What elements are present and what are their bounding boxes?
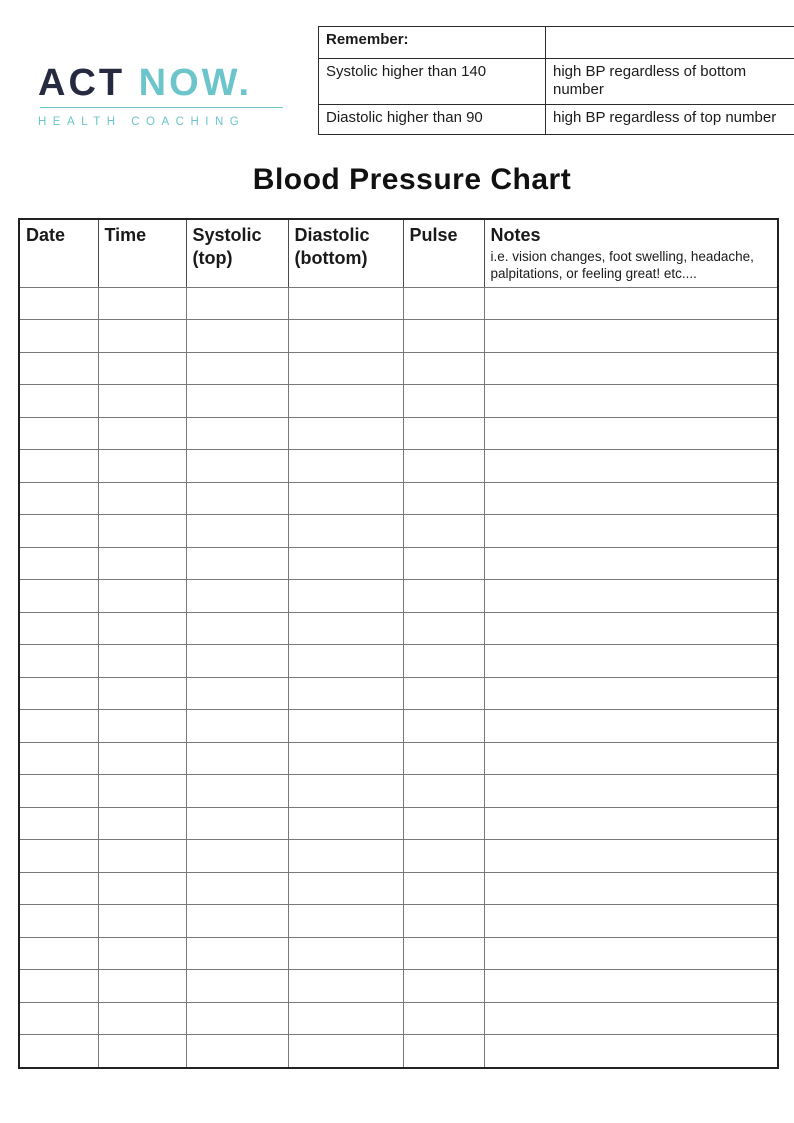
table-cell: [98, 385, 186, 418]
table-row: [19, 677, 778, 710]
table-cell: [484, 417, 778, 450]
condition-cell: Diastolic higher than 90: [319, 105, 546, 135]
table-cell: [98, 320, 186, 353]
header-notes: [484, 219, 778, 287]
table-cell: [186, 710, 288, 743]
table-cell: [186, 580, 288, 613]
table-cell: [98, 515, 186, 548]
table-cell: [403, 775, 484, 808]
table-cell: [288, 580, 403, 613]
table-cell: [484, 547, 778, 580]
table-cell: [19, 1035, 98, 1068]
table-cell: [98, 775, 186, 808]
table-cell: [403, 840, 484, 873]
table-cell: [186, 417, 288, 450]
logo-wordmark: [38, 62, 284, 104]
table-cell: [186, 612, 288, 645]
table-cell: [403, 1035, 484, 1068]
table-cell: [186, 840, 288, 873]
table-cell: [186, 482, 288, 515]
table-cell: [19, 450, 98, 483]
table-row: [19, 937, 778, 970]
reminder-title: Remember:: [319, 27, 546, 59]
header-label: Pulse: [409, 225, 458, 245]
table-cell: [186, 450, 288, 483]
table-cell: [186, 547, 288, 580]
table-cell: [484, 742, 778, 775]
table-cell: [288, 937, 403, 970]
table-cell: [484, 905, 778, 938]
table-cell: [98, 905, 186, 938]
table-row: [19, 515, 778, 548]
logo: [38, 62, 284, 128]
table-cell: [288, 1002, 403, 1035]
table-cell: [288, 742, 403, 775]
table-cell: [186, 1035, 288, 1068]
table-cell: [98, 482, 186, 515]
table-row: [19, 580, 778, 613]
table-cell: [403, 450, 484, 483]
table-cell: [186, 937, 288, 970]
table-row: [19, 320, 778, 353]
table-cell: [288, 450, 403, 483]
table-cell: [19, 287, 98, 320]
table-cell: [288, 710, 403, 743]
table-row: [19, 742, 778, 775]
table-cell: [484, 385, 778, 418]
table-cell: [288, 775, 403, 808]
table-row: [19, 287, 778, 320]
logo-act-text: ACT: [38, 62, 126, 104]
table-cell: [186, 1002, 288, 1035]
header-pulse: [403, 219, 484, 287]
meaning-cell: high BP regardless of top number: [546, 105, 794, 135]
reminder-empty-cell: [546, 27, 794, 59]
table-cell: [288, 905, 403, 938]
table-cell: [403, 385, 484, 418]
table-row: [19, 905, 778, 938]
table-cell: [403, 482, 484, 515]
table-cell: [484, 287, 778, 320]
table-cell: [403, 580, 484, 613]
table-cell: [19, 482, 98, 515]
table-cell: [484, 450, 778, 483]
table-cell: [288, 677, 403, 710]
table-cell: [403, 970, 484, 1003]
table-cell: [19, 807, 98, 840]
page-title: Blood Pressure Chart: [252, 163, 572, 196]
table-cell: [403, 417, 484, 450]
table-cell: [19, 905, 98, 938]
header-systolic: [186, 219, 288, 287]
table-row: [19, 417, 778, 450]
table-cell: [403, 645, 484, 678]
table-cell: [288, 807, 403, 840]
table-cell: [186, 872, 288, 905]
table-cell: [484, 807, 778, 840]
table-row: [19, 450, 778, 483]
table-row: [19, 807, 778, 840]
bp-table-header-row: [19, 219, 778, 287]
logo-tagline: HEALTH COACHING: [38, 116, 246, 128]
header-sublabel: (bottom): [294, 247, 368, 268]
table-cell: [403, 320, 484, 353]
header-date: [19, 219, 98, 287]
table-cell: [403, 612, 484, 645]
table-cell: [288, 612, 403, 645]
table-cell: [403, 872, 484, 905]
table-cell: [19, 320, 98, 353]
table-cell: [186, 645, 288, 678]
table-cell: [288, 320, 403, 353]
table-cell: [19, 580, 98, 613]
table-row: [19, 645, 778, 678]
table-cell: [484, 872, 778, 905]
table-cell: [19, 417, 98, 450]
table-cell: [98, 710, 186, 743]
table-cell: [186, 905, 288, 938]
table-cell: [98, 677, 186, 710]
table-cell: [403, 515, 484, 548]
header-label: Diastolic: [294, 225, 370, 245]
table-cell: [186, 807, 288, 840]
table-cell: [403, 547, 484, 580]
header-label: Systolic: [192, 225, 262, 245]
reminder-row-diastolic: [319, 105, 794, 135]
table-cell: [98, 287, 186, 320]
table-cell: [288, 417, 403, 450]
table-cell: [288, 287, 403, 320]
table-cell: [98, 1002, 186, 1035]
table-cell: [403, 937, 484, 970]
table-cell: [98, 645, 186, 678]
table-cell: [484, 775, 778, 808]
table-cell: [403, 287, 484, 320]
table-row: [19, 385, 778, 418]
table-cell: [19, 677, 98, 710]
table-cell: [19, 742, 98, 775]
header-label: Time: [104, 225, 147, 245]
logo-now-text: NOW: [138, 62, 239, 104]
table-row: [19, 1002, 778, 1035]
header-diastolic: [288, 219, 403, 287]
table-cell: [288, 482, 403, 515]
table-cell: [186, 515, 288, 548]
table-cell: [484, 1035, 778, 1068]
table-cell: [288, 385, 403, 418]
table-cell: [288, 547, 403, 580]
table-row: [19, 547, 778, 580]
table-cell: [288, 872, 403, 905]
table-cell: [186, 970, 288, 1003]
table-cell: [288, 970, 403, 1003]
table-row: [19, 1035, 778, 1068]
table-cell: [19, 970, 98, 1003]
table-cell: [98, 742, 186, 775]
table-cell: [19, 937, 98, 970]
header-time: [98, 219, 186, 287]
table-cell: [484, 320, 778, 353]
table-cell: [98, 547, 186, 580]
bp-table: [18, 218, 779, 1069]
table-cell: [403, 710, 484, 743]
table-cell: [19, 840, 98, 873]
table-cell: [19, 352, 98, 385]
table-cell: [19, 385, 98, 418]
logo-underline: [40, 107, 283, 108]
header-label: Date: [26, 225, 66, 245]
table-cell: [484, 937, 778, 970]
table-cell: [288, 352, 403, 385]
table-row: [19, 710, 778, 743]
table-cell: [186, 385, 288, 418]
table-cell: [98, 450, 186, 483]
logo-period: .: [238, 62, 253, 104]
table-row: [19, 482, 778, 515]
table-cell: [484, 1002, 778, 1035]
table-cell: [484, 482, 778, 515]
table-cell: [484, 580, 778, 613]
table-cell: [19, 710, 98, 743]
table-cell: [403, 742, 484, 775]
table-cell: [19, 1002, 98, 1035]
table-row: [19, 612, 778, 645]
table-cell: [484, 840, 778, 873]
table-cell: [288, 515, 403, 548]
table-cell: [288, 840, 403, 873]
table-row: [19, 840, 778, 873]
reminder-row-systolic: [319, 59, 794, 105]
table-cell: [98, 417, 186, 450]
table-cell: [484, 645, 778, 678]
table-cell: [186, 320, 288, 353]
table-row: [19, 775, 778, 808]
table-cell: [484, 515, 778, 548]
table-cell: [98, 612, 186, 645]
table-cell: [186, 775, 288, 808]
bp-table-body: [19, 287, 778, 1068]
table-cell: [19, 547, 98, 580]
reminder-table: [318, 26, 794, 135]
table-cell: [186, 677, 288, 710]
notes-description: i.e. vision changes, foot swelling, headache, palpitations, or feeling great! etc....: [490, 248, 754, 282]
table-cell: [98, 807, 186, 840]
header-sublabel: (top): [192, 247, 233, 268]
table-cell: [19, 775, 98, 808]
table-cell: [288, 645, 403, 678]
table-cell: [403, 905, 484, 938]
table-cell: [484, 710, 778, 743]
table-cell: [484, 352, 778, 385]
header-label: Notes: [490, 225, 541, 245]
table-cell: [98, 840, 186, 873]
table-row: [19, 352, 778, 385]
reminder-header-row: [319, 27, 794, 59]
table-cell: [186, 352, 288, 385]
condition-cell: Systolic higher than 140: [319, 59, 546, 105]
table-row: [19, 872, 778, 905]
meaning-cell: high BP regardless of bottom number: [546, 59, 794, 105]
table-cell: [288, 1035, 403, 1068]
table-cell: [484, 677, 778, 710]
table-row: [19, 970, 778, 1003]
table-cell: [98, 970, 186, 1003]
table-cell: [19, 645, 98, 678]
table-cell: [98, 1035, 186, 1068]
table-cell: [403, 807, 484, 840]
table-cell: [98, 937, 186, 970]
table-cell: [403, 677, 484, 710]
table-cell: [19, 872, 98, 905]
table-cell: [403, 352, 484, 385]
table-cell: [484, 970, 778, 1003]
table-cell: [98, 872, 186, 905]
table-cell: [403, 1002, 484, 1035]
table-cell: [19, 612, 98, 645]
table-cell: [19, 515, 98, 548]
table-cell: [186, 287, 288, 320]
table-cell: [98, 580, 186, 613]
table-cell: [98, 352, 186, 385]
table-cell: [484, 612, 778, 645]
table-cell: [186, 742, 288, 775]
